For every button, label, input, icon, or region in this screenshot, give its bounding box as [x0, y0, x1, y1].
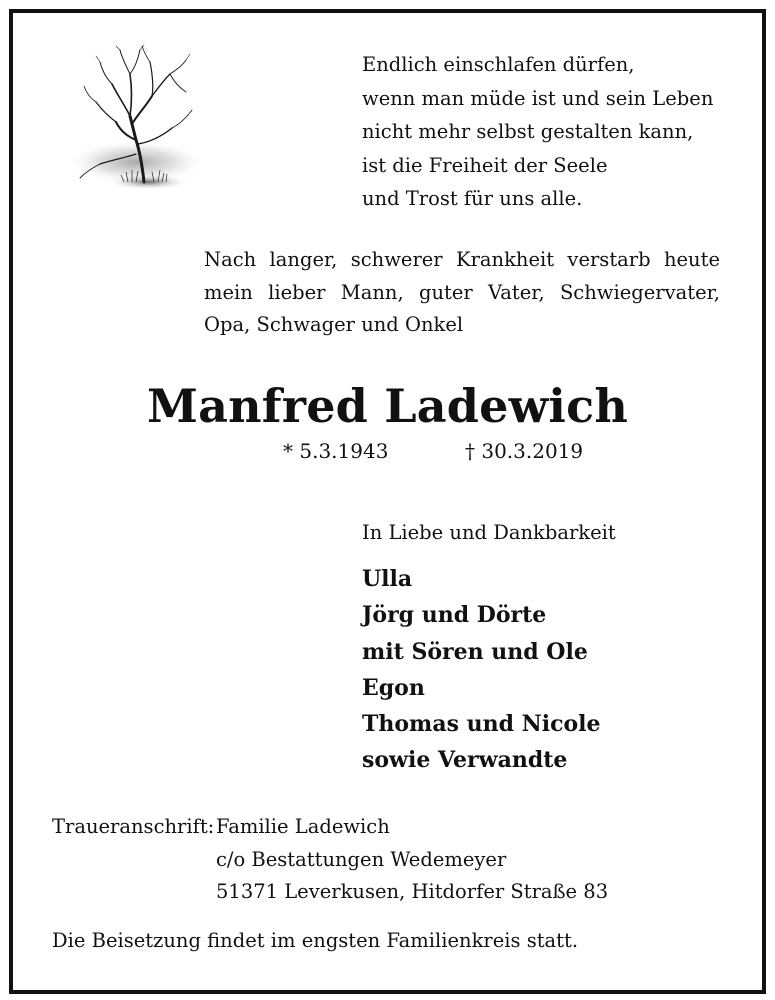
address-line: 51371 Leverkusen, Hitdorfer Straße 83	[216, 880, 609, 903]
birth-date: * 5.3.1943	[283, 439, 389, 463]
mourners-intro: In Liebe und Dankbarkeit	[362, 521, 616, 544]
mourners-list	[362, 561, 601, 779]
poem-line: nicht mehr selbst gestalten kann,	[362, 120, 694, 144]
mourner-name: Egon	[362, 674, 425, 701]
poem-line: ist die Freiheit der Seele	[362, 153, 608, 177]
tree-icon	[66, 44, 212, 204]
mourner-name: Ulla	[362, 566, 413, 592]
funeral-note: Die Beisetzung findet im engsten Familienkreis statt.	[52, 929, 579, 952]
mourner-name: mit Sören und Ole	[362, 638, 588, 665]
poem	[362, 48, 713, 216]
deceased-name: Manfred Ladewich	[147, 379, 628, 433]
poem-line: und Trost für uns alle.	[362, 187, 583, 211]
poem-line: wenn man müde ist und sein Leben	[362, 86, 714, 110]
death-announcement-text: Nach langer, schwerer Krankheit verstarb heute mein lieber Mann, guter Vater, Schwiegervater, Opa, Schwager und Onkel	[204, 248, 720, 336]
mourner-name: Jörg und Dörte	[362, 602, 547, 629]
mourner-name: Thomas und Nicole	[362, 711, 601, 738]
mourner-name: sowie Verwandte	[362, 747, 568, 774]
address-line: Familie Ladewich	[216, 815, 390, 838]
death-date: † 30.3.2019	[465, 439, 584, 463]
poem-line: Endlich einschlafen dürfen,	[362, 53, 635, 76]
address-label: Traueranschrift:	[52, 815, 215, 838]
address-line: c/o Bestattungen Wedemeyer	[216, 847, 507, 871]
